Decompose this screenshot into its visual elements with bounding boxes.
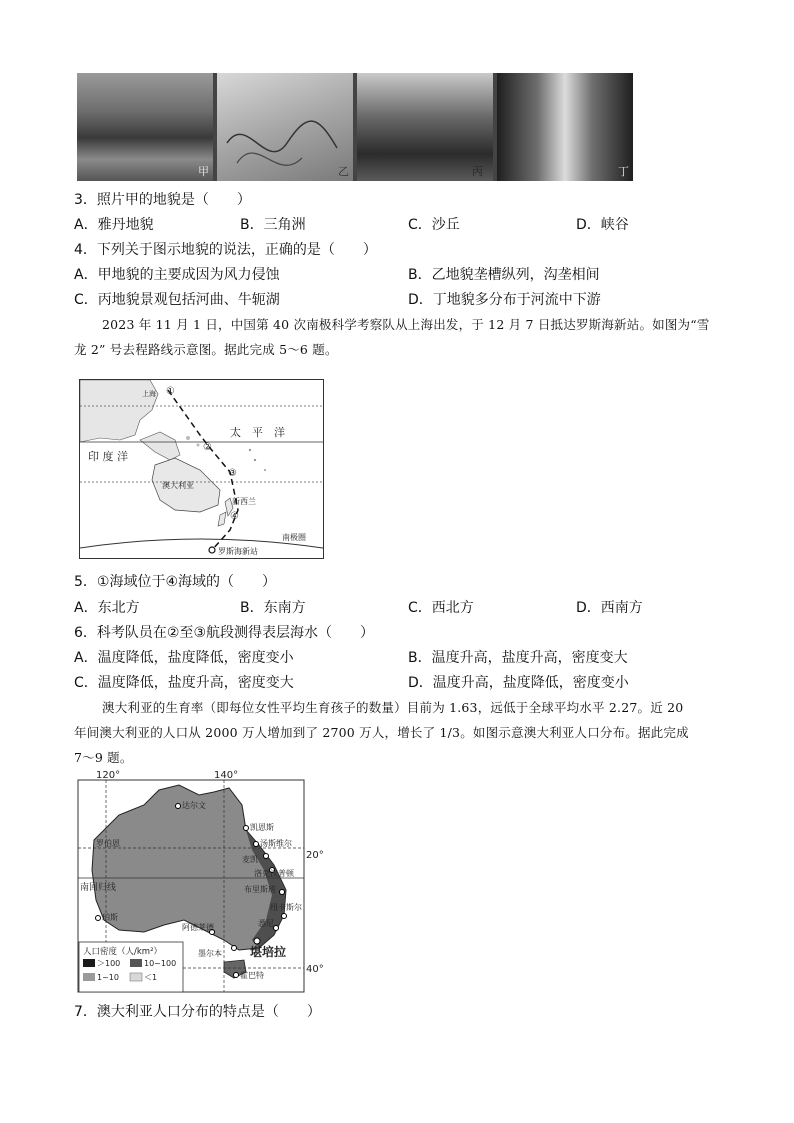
photo-label-yi: 乙 [338,165,349,178]
q6-option-d: D．温度升高，盐度降低，密度变小 [408,675,629,691]
aus-map [74,770,332,995]
photo-strip [77,73,633,181]
lon-140: 140° [214,770,239,781]
label-antarctic-circle: 南极圈 [282,533,306,542]
point-1: ① [166,386,175,397]
city-adelaide: 阿德莱德 [182,923,214,932]
q7-stem: 7．澳大利亚人口分布的特点是（ ） [74,1004,321,1020]
legend-item-1-10: 1~10 [97,973,119,982]
city-canberra: 堪培拉 [250,945,287,959]
label-station: 罗斯海新站 [218,547,258,556]
legend-item-10-100: 10~100 [144,959,177,968]
city-mackay: 麦凯 [242,855,258,864]
lon-120: 120° [96,770,121,781]
q3-option-c: C．沙丘 [408,217,460,233]
city-melbourne: 墨尔本 [198,949,222,958]
q4-option-b: B．乙地貌垄槽纵列，沟垄相间 [408,267,600,283]
label-shanghai: 上海 [142,390,156,398]
station-marker [209,547,215,553]
photo-ding [497,73,633,181]
city-darwin: 达尔文 [182,801,206,810]
passage1-line1: 2023 年 11 月 1 日，中国第 40 次南极科学考察队从上海出发，于 12 月 7 日抵达罗斯海新站。如图为“雪 [102,317,710,332]
label-indian: 印 度 洋 [88,450,128,463]
point-4: ④ [230,511,239,522]
photo-label-ding: 丁 [618,165,629,178]
q6-option-a: A．温度降低，盐度降低，密度变小 [74,650,294,666]
legend-item-lt1: ＜1 [144,973,158,982]
q4-option-c: C．丙地貌景观包括河曲、牛轭湖 [74,292,280,308]
photo-label-bing: 丙 [472,165,483,178]
city-cairns: 凯恩斯 [250,823,274,832]
point-3: ③ [228,468,237,479]
q6-stem: 6．科考队员在②至③航段测得表层海水（ ） [74,625,375,641]
tropic-label: 南回归线 [80,883,117,893]
photo-bing [357,73,493,181]
lat-20: 20° [306,850,324,861]
city-townsville: 汤斯维尔 [260,839,292,848]
city-perth: 珀斯 [102,913,118,922]
photo-jia [77,73,213,181]
city-roebourne: 罗伯恩 [96,839,120,848]
lat-40: 40° [306,964,324,975]
q4-stem: 4．下列关于图示地貌的说法，正确的是（ ） [74,242,377,258]
q5-option-b: B．东南方 [240,600,306,616]
passage2-line3: 7～9 题。 [74,750,133,765]
route-map-svg [80,380,323,558]
city-hobart: 霍巴特 [240,971,264,980]
q6-option-c: C．温度降低，盐度升高，密度变大 [74,675,294,691]
q3-option-a: A．雅丹地貌 [74,217,154,233]
q5-option-c: C．西北方 [408,600,474,616]
q6-option-b: B．温度升高，盐度升高，密度变大 [408,650,628,666]
point-2: ② [203,442,212,453]
q5-option-a: A．东北方 [74,600,140,616]
route-map [79,379,324,559]
legend [79,942,183,992]
legend-title: 人口密度（人/km²） [83,947,162,957]
q4-option-a: A．甲地貌的主要成因为风力侵蚀 [74,267,280,283]
city-rockhampton: 洛克汉普顿 [254,869,294,878]
label-pacific: 太 平 洋 [230,426,285,439]
city-newcastle: 纽卡斯尔 [270,903,302,912]
passage2-line2: 年间澳大利亚的人口从 2000 万人增加到了 2700 万人，增长了 1/3。如图示意澳大利亚人口分布。据此完成 [74,725,689,740]
legend-item-gt100: ＞100 [97,959,121,968]
passage1-line2: 龙 2” 号去程路线示意图。据此完成 5～6 题。 [74,342,338,357]
q5-stem: 5．①海域位于④海域的（ ） [74,574,277,590]
aus-map-svg [74,770,332,995]
label-australia: 澳大利亚 [162,481,194,490]
q3-option-b: B．三角洲 [240,217,306,233]
label-newzealand: 新西兰 [232,497,256,506]
q3-option-d: D．峡谷 [576,217,629,233]
meander-sketch [217,73,353,181]
photo-yi [217,73,353,181]
city-brisbane: 布里斯班 [244,885,276,894]
q5-option-d: D．西南方 [576,600,643,616]
q4-option-d: D．丁地貌多分布于河流中下游 [408,292,601,308]
city-sydney: 悉尼 [258,919,274,928]
q3-stem: 3．照片甲的地貌是（ ） [74,192,251,208]
passage2-line1: 澳大利亚的生育率（即每位女性平均生育孩子的数量）目前为 1.63，远低于全球平均水平 2.27。近 20 [102,700,684,715]
photo-label-jia: 甲 [198,165,209,178]
